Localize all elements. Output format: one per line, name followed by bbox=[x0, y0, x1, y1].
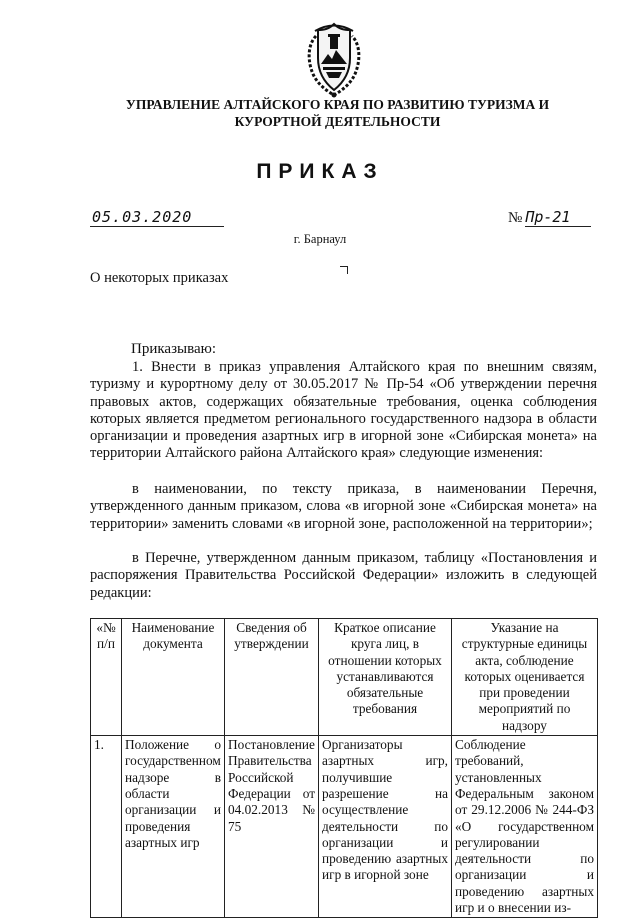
header-approval-info: Сведения об утверждении bbox=[225, 619, 319, 736]
paragraph-2: в наименовании, по тексту приказа, в наименовании Перечня, утвержденного данным приказом, слова «в игорной зоне «Сибирская монета» на территории» заменить словами «в игорной зоне, расположенной на территории»; bbox=[90, 481, 597, 532]
cell-number: 1. bbox=[91, 736, 122, 918]
coat-of-arms-emblem bbox=[299, 20, 369, 98]
document-type-title: ПРИКАЗ bbox=[256, 160, 384, 183]
organization-name: УПРАВЛЕНИЕ АЛТАЙСКОГО КРАЯ ПО РАЗВИТИЮ ТУРИЗМА И КУРОРТНОЙ ДЕЯТЕЛЬНОСТИ bbox=[125, 97, 550, 129]
paragraph-1: 1. Внести в приказ управления Алтайского края по внешним связям, туризму и курортному делу от 30.05.2017 № Пр-54 «Об утверждении перечня правовых актов, содержащих обязательные требования, оценка соблюдения которых является предметом регионального государственного надзора в области организации и проведения азартных игр в игорной зоне «Сибирская монета» на территории Алтайского района Алтайского края» следующие изменения: bbox=[90, 359, 597, 462]
header-number: «№ п/п bbox=[91, 619, 122, 736]
number-value: Пр-21 bbox=[525, 208, 591, 227]
header-structural-units: Указание на структурные единицы акта, соблюдение которых оценивается при проведении мероприятий по надзору bbox=[452, 619, 598, 736]
document-subject: О некоторых приказах bbox=[90, 270, 229, 286]
paragraph-3: в Перечне, утвержденном данным приказом, таблицу «Постановления и распоряжения Правительства Российской Федерации» изложить в следующей редакции: bbox=[90, 550, 597, 601]
header-document-name: Наименование документа bbox=[122, 619, 225, 736]
document-date: 05.03.2020 bbox=[90, 208, 224, 227]
cell-structural-units: Соблюдение требований, установленных Федеральным законом от 29.12.2006 № 244-ФЗ «О государственном регулировании деятельности по организации и проведению азартных игр и о внесении из- bbox=[452, 736, 598, 918]
table-header-row bbox=[91, 619, 598, 736]
table-row bbox=[91, 736, 598, 918]
number-sign: № bbox=[508, 210, 523, 226]
document-number bbox=[508, 208, 591, 228]
cell-persons-description: Организаторы азартных игр, получившие разрешение на осуществление деятельности по организации и проведению азартных игр в игорной зоне bbox=[319, 736, 452, 918]
cell-approval-info: Постановление Правительства Российской Федерации от 04.02.2013 № 75 bbox=[225, 736, 319, 918]
subject-corner-mark bbox=[340, 266, 348, 274]
cell-document-name: Положение о государственном надзоре в области организации и проведения азартных игр bbox=[122, 736, 225, 918]
header-persons-description: Краткое описание круга лиц, в отношении которых устанавливаются обязательные требования bbox=[319, 619, 452, 736]
order-word: Приказываю: bbox=[131, 341, 216, 357]
regulations-table bbox=[90, 618, 598, 918]
city-name: г. Барнаул bbox=[293, 232, 347, 246]
